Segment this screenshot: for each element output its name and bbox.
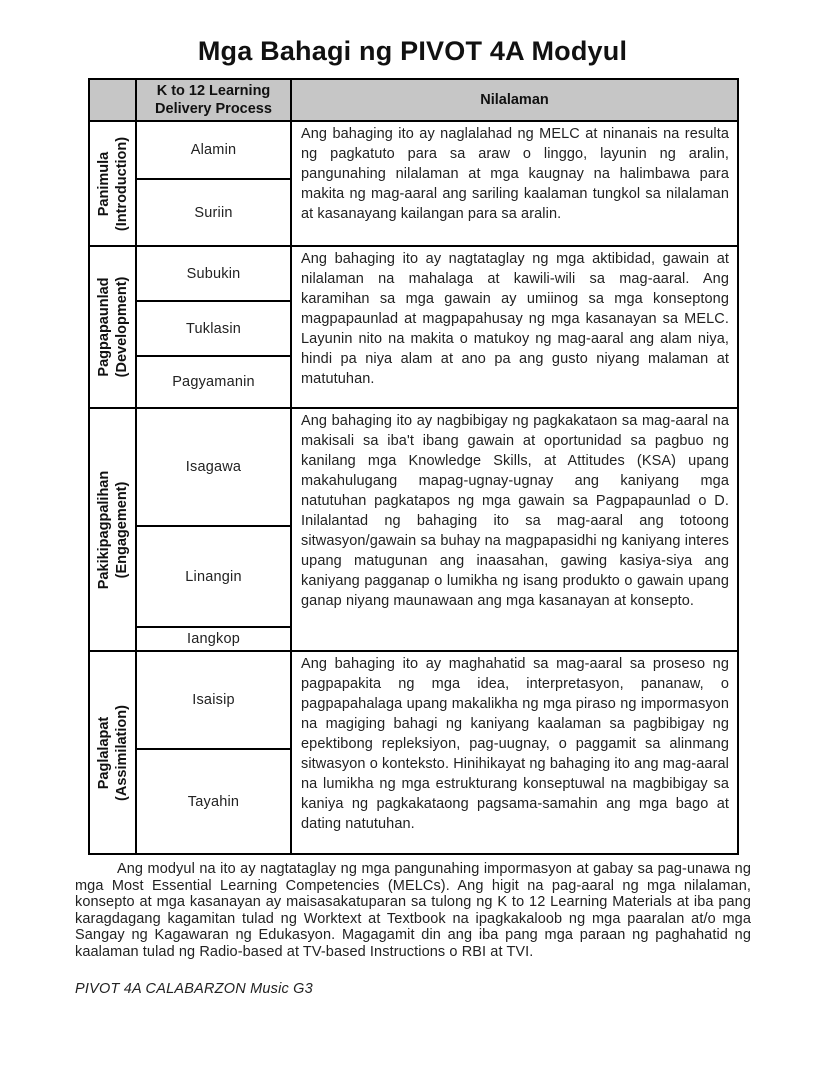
process-step-cell: Tayahin bbox=[136, 749, 291, 854]
header-process-cell: K to 12 Learning Delivery Process bbox=[136, 79, 291, 121]
group-label bbox=[94, 471, 130, 589]
process-step-cell: Subukin bbox=[136, 246, 291, 301]
group-label-cell-panimula bbox=[89, 121, 136, 246]
page-title: Mga Bahagi ng PIVOT 4A Modyul bbox=[197, 36, 628, 66]
table-header-row bbox=[89, 79, 738, 121]
process-step-cell: Pagyamanin bbox=[136, 356, 291, 408]
nilalaman-cell: Ang bahaging ito ay maghahatid sa mag-aaral sa proseso ng pagpapakita ng mga idea, interpretasyon, pananaw, o pagpapahalaga upang makalikha ng mga piraso ng impormasyon na magiging bahagi ng kaniyang kaalaman sa pagbibigay ng epektibong repleksiyon, pag-uugnay, o paggamit sa alinmang sitwasyon o konteksto. Hinihikayat ng bahaging ito ang mag-aaral na lumikha ng mga estrukturang konseptuwal na magbibigay sa kaniya ng pagkakataong pagsama-samahin ang mga bago at dating natutuhan. bbox=[291, 651, 738, 854]
table-row bbox=[89, 246, 738, 301]
group-label-cell-pagpapaunlad bbox=[89, 246, 136, 408]
group-label-sub: (Development) bbox=[113, 276, 130, 378]
process-step-cell: Iangkop bbox=[136, 627, 291, 651]
nilalaman-cell: Ang bahaging ito ay naglalahad ng MELC at ninanais na resulta ng pagkatuto para sa araw o linggo, layunin ng aralin, pangunahing nilalaman at mga kaugnay na halimbawa para makita ng mag-aaral ang sariling kaalaman tungkol sa nilalaman at kasanayang kailangan para sa aralin. bbox=[291, 121, 738, 246]
group-label bbox=[94, 277, 130, 378]
table-row bbox=[89, 651, 738, 749]
table-row bbox=[89, 408, 738, 526]
nilalaman-cell: Ang bahaging ito ay nagtataglay ng mga aktibidad, gawain at nilalaman na mahalaga at kawili-wili sa mag-aaral. Ang karamihan sa mga gawain ay umiinog sa mga konseptong magpapaunlad at magpapahusay ng mga kasanayan sa MELC. Layunin nito na makita o matukoy ng mag-aaral ang alam niya, hindi pa niya alam at ano pa ang gusto niyang malaman at matutuhan. bbox=[291, 246, 738, 408]
pivot-parts-table bbox=[88, 78, 739, 855]
group-label-sub: (Introduction) bbox=[113, 136, 130, 231]
header-corner-cell bbox=[89, 79, 136, 121]
process-step-cell: Isagawa bbox=[136, 408, 291, 526]
nilalaman-cell: Ang bahaging ito ay nagbibigay ng pagkakataon sa mag-aaral na makisali sa iba't ibang gawain at oportunidad sa pagbuo ng kanilang mga Knowledge Skills, at Attitudes (KSA) upang makahulugang mapag-ugnay-ugnay ang kaniyang mga natutuhan pagkatapos ng mga gawain sa Pagpapaunlad o D. Inilalantad ng bahaging ito sa mag-aaral ang totoong sitwasyon/gawain sa buhay na magpapasidhi ng kaniyang interes upang matugunan ang inaasahan, gawing kasiya-siya ang kaniyang pagganap o lumikha ng isang produkto o gawain upang ganap niyang maunawaan ang mga kasanayan at konsepto. bbox=[291, 408, 738, 651]
header-nilalaman-cell: Nilalaman bbox=[291, 79, 738, 121]
process-step-cell: Tuklasin bbox=[136, 301, 291, 356]
group-label-main: Paglalapat bbox=[95, 716, 112, 790]
table-row bbox=[89, 121, 738, 179]
process-step-cell: Isaisip bbox=[136, 651, 291, 749]
group-label bbox=[94, 705, 130, 801]
closing-paragraph: Ang modyul na ito ay nagtataglay ng mga pangunahing impormasyon at gabay sa pag-unawa ng mga Most Essential Learning Competencies (MELCs). Ang higit na pag-aaral ng mga nilalaman, konsepto at mga kasanayan ay maisasakatuparan sa tulong ng K to 12 Learning Materials at iba pang karagdagang kagamitan tulad ng Worktext at Textbook na ipagkakaloob ng mga paaralan at/o mga Sangay ng Kagawaran ng Edukasyon. Magagamit din ang iba pang mga paraan ng paghahatid ng kaalaman tulad ng Radio-based at TV-based Instructions o RBI at TVI. bbox=[75, 861, 751, 960]
footer-note: PIVOT 4A CALABARZON Music G3 bbox=[75, 981, 313, 997]
process-step-cell: Suriin bbox=[136, 179, 291, 246]
group-label-sub: (Engagement) bbox=[113, 481, 130, 579]
group-label bbox=[94, 137, 130, 231]
group-label-cell-paglalapat bbox=[89, 651, 136, 854]
group-label-main: Pagpapaunlad bbox=[95, 277, 112, 377]
process-step-cell: Alamin bbox=[136, 121, 291, 179]
group-label-cell-pakikipagpalihan bbox=[89, 408, 136, 651]
group-label-main: Panimula bbox=[95, 151, 112, 216]
group-label-sub: (Assimilation) bbox=[113, 704, 130, 801]
group-label-main: Pakikipagpalihan bbox=[95, 470, 112, 589]
process-step-cell: Linangin bbox=[136, 526, 291, 627]
